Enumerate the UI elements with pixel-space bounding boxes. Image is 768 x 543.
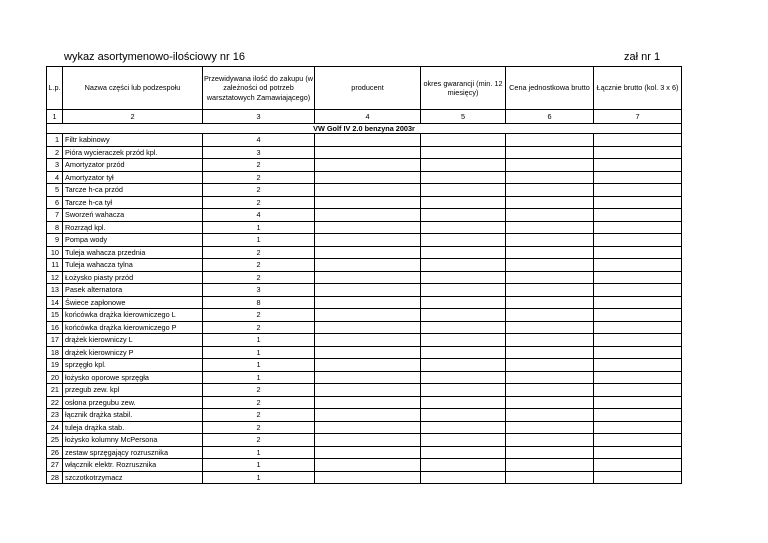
- row-warranty-cell: [421, 234, 506, 247]
- table-row: [47, 409, 682, 422]
- row-warranty-cell: [421, 396, 506, 409]
- row-lp-cell: 5: [47, 184, 63, 197]
- row-unit-price-cell: [506, 321, 594, 334]
- row-total-cell: [594, 384, 682, 397]
- column-number: 5: [421, 110, 506, 124]
- row-producer-cell: [315, 471, 421, 484]
- row-name-cell: Pompa wody: [63, 234, 203, 247]
- table-row: [47, 184, 682, 197]
- row-lp-cell: 21: [47, 384, 63, 397]
- row-name-cell: łącznik drążka stabil.: [63, 409, 203, 422]
- row-quantity-cell: 1: [203, 234, 315, 247]
- row-unit-price-cell: [506, 309, 594, 322]
- table-row: [47, 421, 682, 434]
- row-producer-cell: [315, 259, 421, 272]
- row-warranty-cell: [421, 459, 506, 472]
- row-quantity-cell: 2: [203, 246, 315, 259]
- row-name-cell: drążek kierowniczy P: [63, 346, 203, 359]
- column-number: 2: [63, 110, 203, 124]
- table-row: [47, 196, 682, 209]
- attachment-label: zał nr 1: [624, 51, 661, 63]
- row-warranty-cell: [421, 384, 506, 397]
- row-unit-price-cell: [506, 434, 594, 447]
- row-warranty-cell: [421, 346, 506, 359]
- row-unit-price-cell: [506, 171, 594, 184]
- row-total-cell: [594, 421, 682, 434]
- table-row: [47, 171, 682, 184]
- table-row: [47, 146, 682, 159]
- row-producer-cell: [315, 271, 421, 284]
- row-warranty-cell: [421, 409, 506, 422]
- row-warranty-cell: [421, 359, 506, 372]
- row-lp-cell: 1: [47, 134, 63, 147]
- header-cell-quantity: Przewidywana ilość do zakupu (w zależności od potrzeb warsztatowych Zamawiającego): [203, 67, 315, 110]
- row-unit-price-cell: [506, 146, 594, 159]
- row-unit-price-cell: [506, 209, 594, 222]
- row-quantity-cell: 2: [203, 159, 315, 172]
- row-producer-cell: [315, 384, 421, 397]
- row-name-cell: osłona przegubu zew.: [63, 396, 203, 409]
- table-row: [47, 384, 682, 397]
- document-title: wykaz asortymenowo-ilościowy nr 16: [64, 51, 245, 63]
- table-row: [47, 471, 682, 484]
- row-quantity-cell: 2: [203, 184, 315, 197]
- row-producer-cell: [315, 221, 421, 234]
- row-quantity-cell: 1: [203, 446, 315, 459]
- assortment-table: [46, 66, 682, 484]
- row-lp-cell: 28: [47, 471, 63, 484]
- row-total-cell: [594, 446, 682, 459]
- row-name-cell: włącznik elektr. Rozrusznika: [63, 459, 203, 472]
- row-name-cell: przegub zew. kpl: [63, 384, 203, 397]
- row-name-cell: Amortyzator przód: [63, 159, 203, 172]
- table-row: [47, 234, 682, 247]
- row-lp-cell: 11: [47, 259, 63, 272]
- row-producer-cell: [315, 134, 421, 147]
- row-lp-cell: 6: [47, 196, 63, 209]
- row-name-cell: zestaw sprzęgający rozrusznika: [63, 446, 203, 459]
- row-total-cell: [594, 309, 682, 322]
- column-number: 3: [203, 110, 315, 124]
- row-producer-cell: [315, 434, 421, 447]
- row-lp-cell: 23: [47, 409, 63, 422]
- row-unit-price-cell: [506, 246, 594, 259]
- column-number: 1: [47, 110, 63, 124]
- row-name-cell: drążek kierowniczy L: [63, 334, 203, 347]
- row-quantity-cell: 1: [203, 471, 315, 484]
- row-lp-cell: 24: [47, 421, 63, 434]
- row-total-cell: [594, 296, 682, 309]
- row-name-cell: Tarcze h-ca tył: [63, 196, 203, 209]
- row-total-cell: [594, 271, 682, 284]
- row-lp-cell: 3: [47, 159, 63, 172]
- row-total-cell: [594, 196, 682, 209]
- row-producer-cell: [315, 296, 421, 309]
- row-quantity-cell: 2: [203, 409, 315, 422]
- row-quantity-cell: 2: [203, 421, 315, 434]
- table-row: [47, 284, 682, 297]
- row-unit-price-cell: [506, 184, 594, 197]
- row-unit-price-cell: [506, 471, 594, 484]
- row-total-cell: [594, 184, 682, 197]
- row-unit-price-cell: [506, 334, 594, 347]
- row-unit-price-cell: [506, 296, 594, 309]
- row-producer-cell: [315, 459, 421, 472]
- row-producer-cell: [315, 321, 421, 334]
- row-lp-cell: 25: [47, 434, 63, 447]
- row-producer-cell: [315, 396, 421, 409]
- row-producer-cell: [315, 309, 421, 322]
- row-unit-price-cell: [506, 234, 594, 247]
- table-row: [47, 459, 682, 472]
- row-total-cell: [594, 221, 682, 234]
- row-warranty-cell: [421, 296, 506, 309]
- row-producer-cell: [315, 234, 421, 247]
- row-producer-cell: [315, 371, 421, 384]
- row-unit-price-cell: [506, 159, 594, 172]
- row-name-cell: łożysko kolumny McPersona: [63, 434, 203, 447]
- row-name-cell: końcówka drążka kierowniczego P: [63, 321, 203, 334]
- table-row: [47, 309, 682, 322]
- row-lp-cell: 4: [47, 171, 63, 184]
- row-warranty-cell: [421, 321, 506, 334]
- row-producer-cell: [315, 246, 421, 259]
- row-lp-cell: 17: [47, 334, 63, 347]
- row-warranty-cell: [421, 271, 506, 284]
- row-unit-price-cell: [506, 271, 594, 284]
- row-producer-cell: [315, 334, 421, 347]
- table-row: [47, 221, 682, 234]
- header-cell-producer: producent: [315, 67, 421, 110]
- row-producer-cell: [315, 159, 421, 172]
- row-total-cell: [594, 359, 682, 372]
- table-row: [47, 346, 682, 359]
- row-unit-price-cell: [506, 409, 594, 422]
- row-warranty-cell: [421, 184, 506, 197]
- row-name-cell: Łożysko piasty przód: [63, 271, 203, 284]
- row-name-cell: sprzęgło kpl.: [63, 359, 203, 372]
- row-warranty-cell: [421, 434, 506, 447]
- row-warranty-cell: [421, 371, 506, 384]
- row-warranty-cell: [421, 334, 506, 347]
- row-total-cell: [594, 246, 682, 259]
- row-total-cell: [594, 471, 682, 484]
- row-total-cell: [594, 371, 682, 384]
- header-cell-warranty: okres gwarancji (min. 12 miesięcy): [421, 67, 506, 110]
- row-name-cell: końcówka drążka kierowniczego L: [63, 309, 203, 322]
- row-producer-cell: [315, 209, 421, 222]
- row-lp-cell: 8: [47, 221, 63, 234]
- row-warranty-cell: [421, 134, 506, 147]
- row-name-cell: Pióra wycieraczek przód kpl.: [63, 146, 203, 159]
- table-row: [47, 446, 682, 459]
- column-number-row: [47, 110, 682, 124]
- table-row: [47, 371, 682, 384]
- row-warranty-cell: [421, 209, 506, 222]
- row-name-cell: Amortyzator tył: [63, 171, 203, 184]
- row-quantity-cell: 2: [203, 196, 315, 209]
- row-quantity-cell: 1: [203, 346, 315, 359]
- row-quantity-cell: 2: [203, 396, 315, 409]
- row-warranty-cell: [421, 196, 506, 209]
- header-cell-lp: L.p.: [47, 67, 63, 110]
- row-name-cell: Tuleja wahacza tylna: [63, 259, 203, 272]
- row-quantity-cell: 3: [203, 146, 315, 159]
- row-producer-cell: [315, 284, 421, 297]
- row-lp-cell: 27: [47, 459, 63, 472]
- table-row: [47, 209, 682, 222]
- row-quantity-cell: 4: [203, 134, 315, 147]
- row-quantity-cell: 1: [203, 371, 315, 384]
- row-quantity-cell: 2: [203, 434, 315, 447]
- row-unit-price-cell: [506, 384, 594, 397]
- row-unit-price-cell: [506, 284, 594, 297]
- row-name-cell: szczotkotrzymacz: [63, 471, 203, 484]
- row-lp-cell: 7: [47, 209, 63, 222]
- row-total-cell: [594, 334, 682, 347]
- row-unit-price-cell: [506, 359, 594, 372]
- row-lp-cell: 9: [47, 234, 63, 247]
- row-quantity-cell: 2: [203, 259, 315, 272]
- row-warranty-cell: [421, 446, 506, 459]
- row-name-cell: Sworzeń wahacza: [63, 209, 203, 222]
- row-unit-price-cell: [506, 259, 594, 272]
- header-cell-unit-price: Cena jednostkowa brutto: [506, 67, 594, 110]
- row-quantity-cell: 4: [203, 209, 315, 222]
- row-producer-cell: [315, 146, 421, 159]
- row-unit-price-cell: [506, 371, 594, 384]
- row-total-cell: [594, 434, 682, 447]
- row-name-cell: Świece zapłonowe: [63, 296, 203, 309]
- row-lp-cell: 2: [47, 146, 63, 159]
- row-name-cell: Rozrząd kpl.: [63, 221, 203, 234]
- row-warranty-cell: [421, 471, 506, 484]
- row-warranty-cell: [421, 221, 506, 234]
- row-unit-price-cell: [506, 346, 594, 359]
- row-total-cell: [594, 259, 682, 272]
- row-total-cell: [594, 146, 682, 159]
- row-quantity-cell: 2: [203, 384, 315, 397]
- row-quantity-cell: 2: [203, 309, 315, 322]
- row-quantity-cell: 2: [203, 171, 315, 184]
- row-lp-cell: 15: [47, 309, 63, 322]
- column-number: 7: [594, 110, 682, 124]
- row-producer-cell: [315, 359, 421, 372]
- row-lp-cell: 18: [47, 346, 63, 359]
- row-lp-cell: 13: [47, 284, 63, 297]
- row-name-cell: Pasek alternatora: [63, 284, 203, 297]
- row-quantity-cell: 1: [203, 459, 315, 472]
- row-unit-price-cell: [506, 459, 594, 472]
- row-lp-cell: 16: [47, 321, 63, 334]
- row-unit-price-cell: [506, 446, 594, 459]
- table-row: [47, 434, 682, 447]
- row-lp-cell: 10: [47, 246, 63, 259]
- table-row: [47, 159, 682, 172]
- row-unit-price-cell: [506, 221, 594, 234]
- header-cell-total: Łącznie brutto (kol. 3 x 6): [594, 67, 682, 110]
- row-quantity-cell: 1: [203, 221, 315, 234]
- row-total-cell: [594, 346, 682, 359]
- row-warranty-cell: [421, 259, 506, 272]
- row-warranty-cell: [421, 246, 506, 259]
- table-row: [47, 296, 682, 309]
- row-warranty-cell: [421, 146, 506, 159]
- table-row: [47, 321, 682, 334]
- row-lp-cell: 26: [47, 446, 63, 459]
- row-producer-cell: [315, 446, 421, 459]
- row-quantity-cell: 1: [203, 359, 315, 372]
- row-total-cell: [594, 459, 682, 472]
- row-unit-price-cell: [506, 134, 594, 147]
- row-warranty-cell: [421, 309, 506, 322]
- row-name-cell: łożysko oporowe sprzęgła: [63, 371, 203, 384]
- row-lp-cell: 19: [47, 359, 63, 372]
- row-lp-cell: 14: [47, 296, 63, 309]
- row-total-cell: [594, 159, 682, 172]
- table-row: [47, 259, 682, 272]
- row-unit-price-cell: [506, 421, 594, 434]
- table-row: [47, 396, 682, 409]
- table-row: [47, 246, 682, 259]
- table-row: [47, 359, 682, 372]
- row-total-cell: [594, 321, 682, 334]
- row-quantity-cell: 1: [203, 334, 315, 347]
- row-quantity-cell: 8: [203, 296, 315, 309]
- header-row: [47, 67, 682, 110]
- row-producer-cell: [315, 171, 421, 184]
- row-total-cell: [594, 234, 682, 247]
- column-number: 6: [506, 110, 594, 124]
- column-number: 4: [315, 110, 421, 124]
- row-total-cell: [594, 209, 682, 222]
- row-total-cell: [594, 409, 682, 422]
- row-total-cell: [594, 134, 682, 147]
- row-quantity-cell: 3: [203, 284, 315, 297]
- row-total-cell: [594, 171, 682, 184]
- row-producer-cell: [315, 184, 421, 197]
- row-producer-cell: [315, 196, 421, 209]
- row-name-cell: Filtr kabinowy: [63, 134, 203, 147]
- row-total-cell: [594, 396, 682, 409]
- section-title: VW Golf IV 2.0 benzyna 2003r: [47, 124, 682, 134]
- row-name-cell: Tarcze h-ca przód: [63, 184, 203, 197]
- row-lp-cell: 22: [47, 396, 63, 409]
- table-row: [47, 134, 682, 147]
- row-warranty-cell: [421, 171, 506, 184]
- row-quantity-cell: 2: [203, 271, 315, 284]
- row-unit-price-cell: [506, 396, 594, 409]
- row-quantity-cell: 2: [203, 321, 315, 334]
- table-row: [47, 271, 682, 284]
- row-lp-cell: 12: [47, 271, 63, 284]
- header-cell-name: Nazwa części lub podzespołu: [63, 67, 203, 110]
- row-producer-cell: [315, 409, 421, 422]
- row-warranty-cell: [421, 421, 506, 434]
- table-row: [47, 334, 682, 347]
- row-name-cell: Tuleja wahacza przednia: [63, 246, 203, 259]
- row-producer-cell: [315, 421, 421, 434]
- row-warranty-cell: [421, 159, 506, 172]
- row-producer-cell: [315, 346, 421, 359]
- row-name-cell: tuleja drążka stab.: [63, 421, 203, 434]
- row-lp-cell: 20: [47, 371, 63, 384]
- row-total-cell: [594, 284, 682, 297]
- row-warranty-cell: [421, 284, 506, 297]
- section-row: [47, 124, 682, 134]
- row-unit-price-cell: [506, 196, 594, 209]
